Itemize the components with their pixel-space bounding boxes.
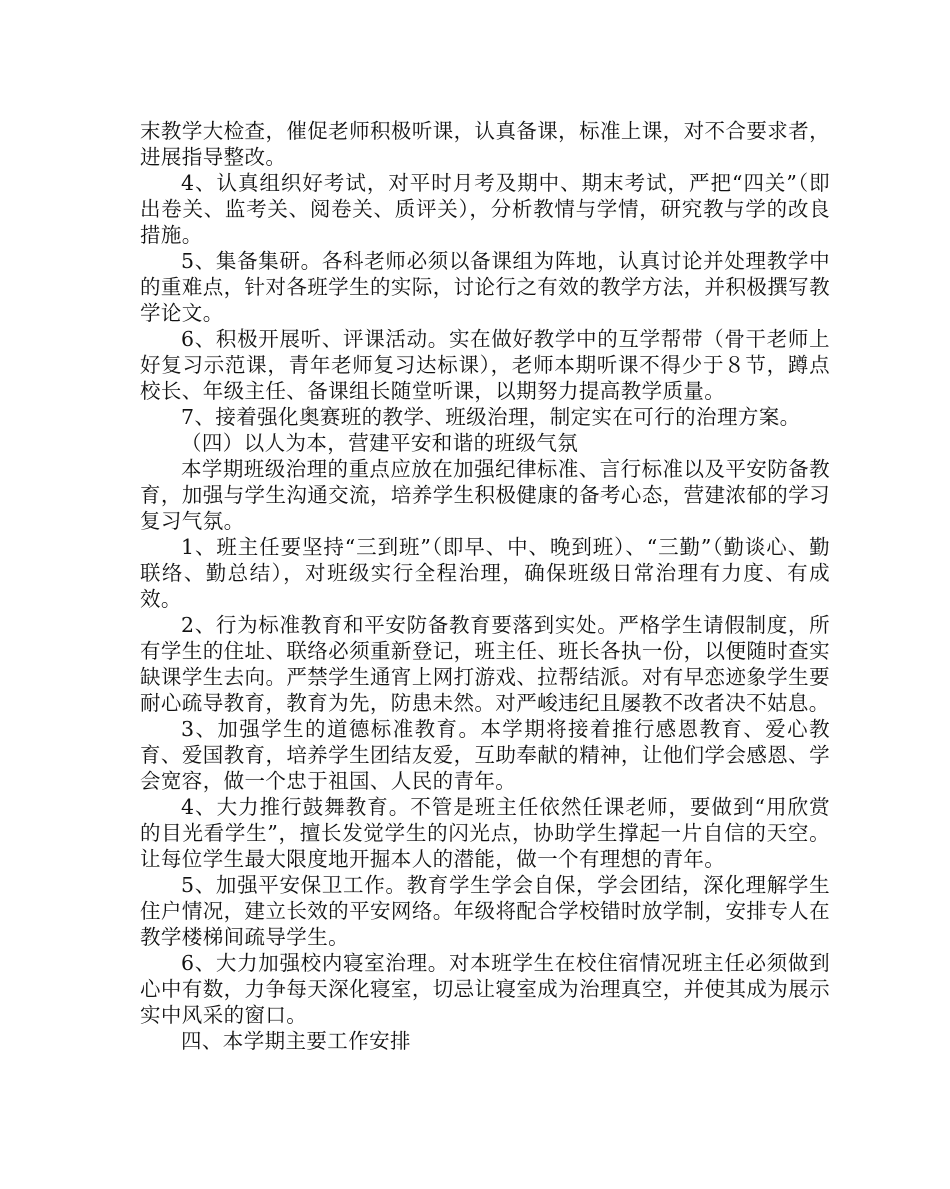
paragraph-item-7-olympiad: 7、接着强化奥赛班的教学、班级治理，制定实在可行的治理方案。	[181, 405, 801, 429]
paragraph-item-5-collective-prep: 5、集备集研。各科老师必须以备课组为阵地，认真讨论并处理教学中的重难点，针对各班学生的实际，讨论行之有效的教学方法，并积极撰写教学论文。	[140, 249, 830, 325]
paragraph-item-2-behavior-safety: 2、行为标准教育和平安防备教育要落到实处。严格学生请假制度，所有学生的住址、联络必须重新登记，班主任、班长各执一份，以便随时查实缺课学生去向。严禁学生通宵上网打游戏、拉帮结派。对有早恋迹象学生要耐心疏导教育，教育为先，防患未然。对严峻违纪且屡教不改者决不姑息。	[140, 613, 830, 715]
paragraph-item-6-dormitory: 6、大力加强校内寝室治理。对本班学生在校住宿情况班主任必须做到心中有数，力争每天深化寝室，切忌让寝室成为治理真空，并使其成为展示实中风采的窗口。	[140, 951, 830, 1027]
section-heading-work-schedule: 四、本学期主要工作安排	[181, 1029, 411, 1053]
paragraph-item-4-encouragement: 4、大力推行鼓舞教育。不管是班主任依然任课老师，要做到“用欣赏的目光看学生”，擅长发觉学生的闪光点，协助学生撑起一片自信的天空。让每位学生最大限度地开掘本人的潜能，做一个有理想的青年。	[140, 795, 830, 871]
paragraph-item-5-safety-security: 5、加强平安保卫工作。教育学生学会自保，学会团结，深化理解学生住户情况，建立长效的平安网络。年级将配合学校错时放学制，安排专人在教学楼梯间疏导学生。	[140, 873, 830, 949]
paragraph-item-6-lesson-observation: 6、积极开展听、评课活动。实在做好教学中的互学帮带（骨干老师上好复习示范课，青年老师复习达标课），老师本期听课不得少于８节，蹲点校长、年级主任、备课组长随堂听课，以期努力提高教学质量。	[140, 327, 830, 403]
document-body	[140, 118, 830, 1054]
paragraph-class-management-intro: 本学期班级治理的重点应放在加强纪律标准、言行标准以及平安防备教育，加强与学生沟通交流，培养学生积极健康的备考心态，营建浓郁的学习复习气氛。	[140, 457, 830, 533]
section-heading-4: （四）以人为本，营建平安和谐的班级气氛	[181, 431, 579, 455]
paragraph-item-1-head-teacher: 1、班主任要坚持“三到班”（即早、中、晚到班）、“三勤”（勤谈心、勤联络、勤总结），对班级实行全程治理，确保班级日常治理有力度、有成效。	[140, 535, 830, 611]
paragraph-item-3-moral-education: 3、加强学生的道德标准教育。本学期将接着推行感恩教育、爱心教育、爱国教育，培养学生团结友爱，互助奉献的精神，让他们学会感恩、学会宽容，做一个忠于祖国、人民的青年。	[140, 717, 830, 793]
paragraph-item-4-exams: 4、认真组织好考试，对平时月考及期中、期末考试，严把“四关”（即出卷关、监考关、阅卷关、质评关），分析教情与学情，研究教与学的改良措施。	[140, 171, 830, 247]
paragraph-continuation: 末教学大检查，催促老师积极听课，认真备课，标准上课，对不合要求者，进展指导整改。	[140, 119, 830, 169]
